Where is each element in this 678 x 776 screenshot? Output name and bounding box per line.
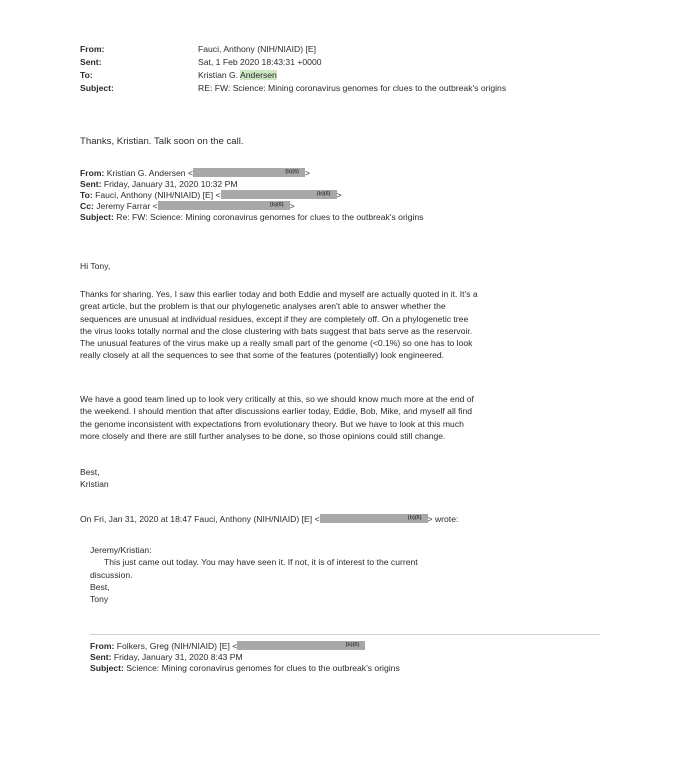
msg1-subject-row (80, 212, 600, 223)
paragraph-line: the weekend. I should mention that after discussions earlier today, Eddie, Bob, Mike, and myself all find (80, 406, 473, 417)
msg1-from-value: Kristian G. Andersen < (106, 168, 193, 178)
redaction-box (221, 190, 337, 199)
msg1-signature (80, 466, 600, 491)
quote-intro-suffix: > wrote: (427, 514, 459, 524)
header-sent-label: Sent: (80, 57, 102, 67)
header-to-value: Kristian G. (198, 70, 239, 80)
signature-name: Kristian (80, 479, 109, 490)
header-subject-value: RE: FW: Science: Mining coronavirus genomes for clues to the outbreak's origins (198, 83, 507, 93)
msg1-header (80, 168, 600, 223)
redaction-box (158, 201, 290, 210)
paragraph-line: the genome inconsistent with expectations from evolutionary theory. But we have to look at this much (80, 418, 464, 429)
msg2-greeting: Jeremy/Kristian: (90, 545, 152, 555)
msg1-cc-value: Jeremy Farrar < (96, 201, 158, 211)
header-subject-label: Subject: (80, 83, 114, 93)
msg3-sent-label: Sent: (90, 652, 112, 662)
msg3-from-row (90, 641, 610, 652)
msg3-subject-label: Subject: (90, 663, 124, 673)
header-from-label: From: (80, 44, 105, 54)
reply-text: Thanks, Kristian. Talk soon on the call. (80, 136, 244, 147)
msg1-to-label: To: (80, 190, 93, 200)
msg1-from-row (80, 168, 600, 179)
redaction-tag: (b)(6) (269, 202, 284, 208)
header-sent-row (80, 57, 322, 68)
msg1-sent-value: Friday, January 31, 2020 10:32 PM (103, 179, 238, 189)
paragraph-line: sequences are unusual at individual residues, except if they are completely off. On a phylogenetic tree (80, 313, 469, 324)
msg1-to-row (80, 190, 600, 201)
msg2-line-1: This just came out today. You may have seen it. If not, it is of interest to the current (104, 557, 418, 568)
header-to-highlight: Andersen (240, 70, 277, 80)
header-to-row (80, 70, 277, 81)
paragraph-line: the virus looks totally normal and the close clustering with bats suggest that bats serve as the reservoir. (80, 325, 473, 336)
paragraph-line: We have a good team lined up to look very critically at this, so we should know much more at the end of (80, 394, 474, 404)
msg3-from-label: From: (90, 641, 115, 651)
msg3-subject-row (90, 663, 610, 674)
msg3-from-value: Folkers, Greg (NIH/NIAID) [E] < (116, 641, 238, 651)
msg1-subject-value: Re: FW: Science: Mining coronavirus genomes for clues to the outbreak's origins (116, 212, 424, 222)
header-from-row (80, 44, 316, 55)
msg1-cc-row (80, 201, 600, 212)
header-to-label: To: (80, 70, 93, 80)
msg3-sent-row (90, 652, 610, 663)
redaction-box (237, 641, 365, 650)
close-bracket: > (289, 201, 295, 211)
divider (90, 634, 600, 635)
msg3-header (90, 641, 610, 674)
redaction-box (193, 168, 305, 177)
msg1-greeting: Hi Tony, (80, 261, 111, 271)
redaction-box (320, 514, 428, 523)
close-bracket: > (304, 168, 311, 178)
header-from-value: Fauci, Anthony (NIH/NIAID) [E] (198, 44, 316, 54)
msg2-line-2: discussion. (90, 569, 133, 580)
paragraph-line: The unusual features of the virus make up a really small part of the genome (<0.1%) so one has to look (80, 338, 473, 349)
msg1-cc-label: Cc: (80, 201, 94, 211)
paragraph-line: more closely and there are still further analyses to be done, so those opinions could still change. (80, 430, 446, 441)
msg1-paragraph-1 (80, 288, 600, 362)
signoff: Best, (80, 467, 100, 477)
close-bracket: > (336, 190, 342, 200)
redaction-tag: (b)(6) (407, 515, 422, 521)
quote-intro-prefix: On Fri, Jan 31, 2020 at 18:47 Fauci, Anthony (NIH/NIAID) [E] < (80, 514, 320, 524)
header-sent-value: Sat, 1 Feb 2020 18:43:31 +0000 (198, 57, 322, 67)
msg2-signature-name: Tony (90, 594, 109, 605)
quote-intro (80, 513, 600, 525)
msg2-body (90, 544, 610, 605)
redaction-tag: (b)(6) (345, 642, 360, 648)
msg1-subject-label: Subject: (80, 212, 114, 222)
msg1-sent-row (80, 179, 600, 190)
paragraph-line: really closely at all the sequences to see that some of the features (potentially) look engineered. (80, 350, 445, 361)
msg2-signoff: Best, (90, 581, 110, 592)
msg1-sent-label: Sent: (80, 179, 102, 189)
msg1-to-value: Fauci, Anthony (NIH/NIAID) [E] < (95, 190, 221, 200)
msg1-from-label: From: (80, 168, 105, 178)
msg3-sent-value: Friday, January 31, 2020 8:43 PM (113, 652, 243, 662)
paragraph-line: Thanks for sharing. Yes, I saw this earlier today and both Eddie and myself are actually quoted in it. It's a (80, 289, 478, 299)
redaction-tag: (b)(6) (285, 169, 299, 175)
redaction-tag: (b)(6) (316, 191, 331, 197)
header-subject-row (80, 83, 506, 94)
paragraph-line: great article, but the problem is that our phylogenetic analyses aren't able to answer whether the (80, 301, 446, 312)
msg3-subject-value: Science: Mining coronavirus genomes for clues to the outbreak's origins (126, 663, 400, 673)
msg1-paragraph-2 (80, 393, 600, 442)
